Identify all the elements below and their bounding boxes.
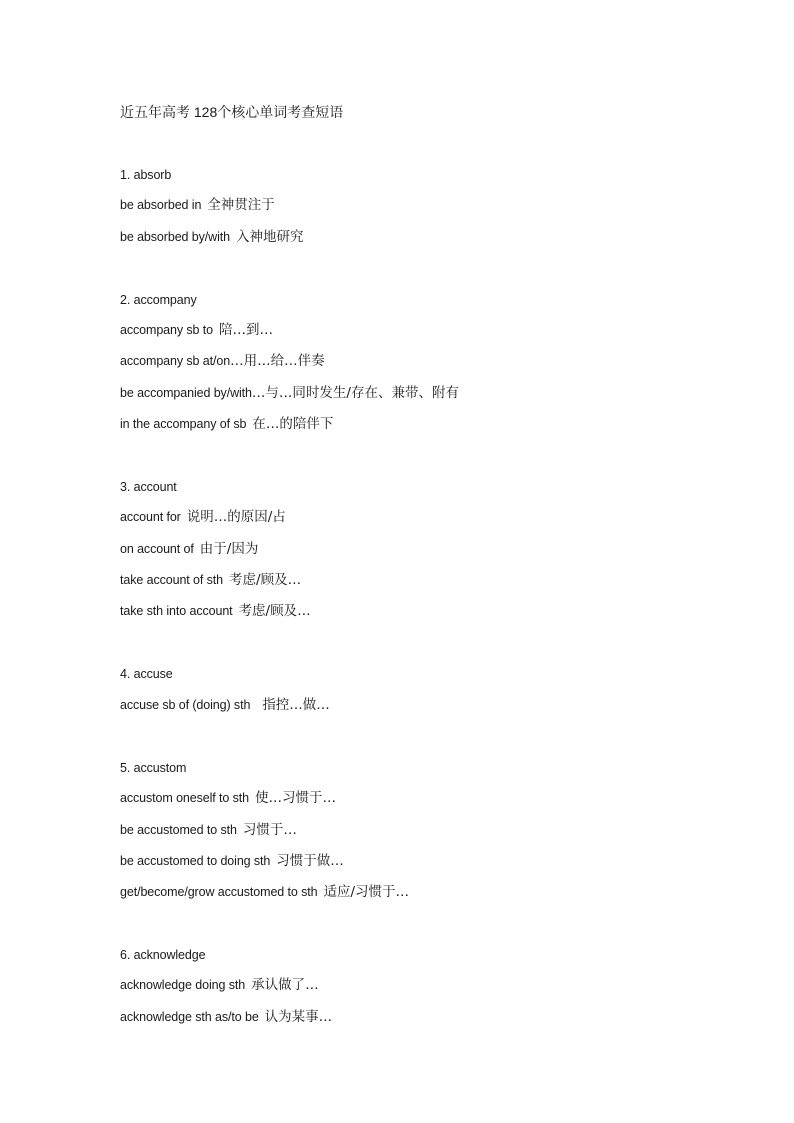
- phrase-zh: 在…的陪伴下: [252, 416, 334, 432]
- phrase-en: accompany sb at/on: [120, 354, 231, 368]
- phrase-row: [120, 1009, 332, 1025]
- phrase-en: accompany sb to: [120, 323, 213, 337]
- phrase-zh: 指控…做…: [262, 697, 330, 713]
- phrase-zh: …与…同时发生/存在、兼带、附有: [251, 385, 459, 401]
- phrase-row: [120, 541, 258, 557]
- phrase-zh: 认为某事…: [264, 1009, 333, 1025]
- phrase-en: on account of: [120, 542, 194, 556]
- phrase-zh: 全神贯注于: [207, 197, 275, 213]
- phrase-en: account for: [120, 510, 181, 524]
- phrase-row: [120, 884, 409, 900]
- entry-heading-account: 3. account: [120, 480, 177, 494]
- phrase-en: get/become/grow accustomed to sth: [120, 885, 318, 899]
- phrase-row: [120, 603, 311, 619]
- phrase-en: accuse sb of (doing) sth: [120, 698, 251, 712]
- phrase-en: be absorbed by/with: [120, 230, 230, 244]
- entry-heading-acknowledge: 6. acknowledge: [120, 948, 206, 962]
- phrase-zh: 考虑/顾及…: [238, 603, 311, 619]
- phrase-row: [120, 353, 325, 369]
- phrase-row: [120, 697, 330, 713]
- phrase-en: be accustomed to sth: [120, 823, 237, 837]
- phrase-row: [120, 197, 275, 213]
- phrase-en: acknowledge sth as/to be: [120, 1010, 259, 1024]
- phrase-en: take sth into account: [120, 604, 233, 618]
- phrase-row: [120, 572, 301, 588]
- phrase-zh: 由于/因为: [199, 541, 259, 557]
- phrase-en: be accompanied by/with: [120, 386, 252, 400]
- phrase-en: be accustomed to doing sth: [120, 854, 271, 868]
- entry-heading-accompany: 2. accompany: [120, 293, 197, 307]
- phrase-row: [120, 229, 303, 245]
- entry-heading-accustom: 5. accustom: [120, 761, 187, 775]
- phrase-zh: 承认做了…: [251, 977, 319, 993]
- phrase-en: accustom oneself to sth: [120, 791, 250, 805]
- phrase-zh: 使…习惯于…: [255, 790, 337, 806]
- phrase-row: [120, 416, 333, 432]
- entry-heading-absorb: 1. absorb: [120, 168, 172, 182]
- phrase-row: [120, 822, 297, 838]
- phrase-en: take account of sth: [120, 573, 224, 587]
- phrase-en: in the accompany of sb: [120, 417, 247, 431]
- phrase-zh: 适应/习惯于…: [323, 884, 410, 900]
- phrase-zh: 陪…到…: [219, 322, 273, 338]
- phrase-zh: …用…给…伴奏: [230, 353, 325, 369]
- phrase-en: acknowledge doing sth: [120, 978, 246, 992]
- phrase-zh: 习惯于…: [242, 822, 297, 838]
- phrase-row: [120, 977, 319, 993]
- phrase-en: be absorbed in: [120, 198, 202, 212]
- phrase-zh: 入神地研究: [235, 229, 304, 245]
- document-title: 近五年高考 128个核心单词考查短语: [120, 104, 344, 120]
- phrase-row: [120, 509, 286, 525]
- phrase-zh: 习惯于做…: [276, 853, 344, 869]
- phrase-row: [120, 385, 459, 401]
- phrase-row: [120, 853, 344, 869]
- phrase-zh: 考虑/顾及…: [229, 572, 302, 588]
- phrase-row: [120, 790, 336, 806]
- phrase-row: [120, 322, 273, 338]
- phrase-zh: 说明…的原因/占: [186, 509, 286, 525]
- entry-heading-accuse: 4. accuse: [120, 667, 173, 681]
